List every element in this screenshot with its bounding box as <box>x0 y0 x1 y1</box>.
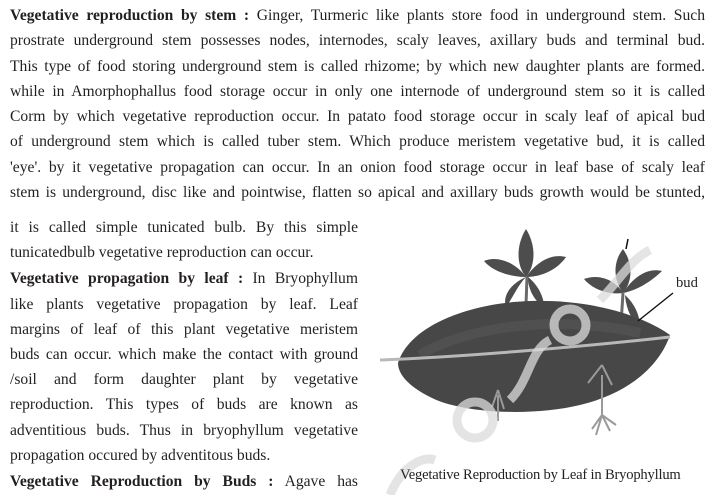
text-line: margins of leaf of this plant vegetative meristem <box>10 320 358 338</box>
text-line: Corm by which vegetative reproduction occur. In patato food storage occur in scaly leaf of apical bud <box>10 108 705 126</box>
stem-section <box>10 3 705 205</box>
section-heading-leaf: Vegetative propagation by leaf : <box>10 270 244 288</box>
top-marker <box>626 239 628 249</box>
bud-label: bud <box>676 275 698 291</box>
text-line: reproduction. This types of buds are known as <box>10 396 358 414</box>
text-line: stem is underground, disc like and pointwise, flatten so apical and axillary buds growth would be stunted, <box>10 184 705 202</box>
text-line: Vegetative reproduction by stem : Ginger, Turmeric like plants store food in underground stem. Such <box>10 7 705 24</box>
bud-pointer-line <box>638 293 673 321</box>
text-line: /soil and form daughter plant by vegetative <box>10 371 358 389</box>
text-line: like plants vegetative propagation by leaf. Leaf <box>10 295 358 313</box>
section-heading-stem: Vegetative reproduction by stem : <box>10 7 250 24</box>
text-line: adventitious buds. Thus in bryophyllum vegetative <box>10 421 358 439</box>
left-column <box>10 215 358 494</box>
bryophyllum-leaf-illustration <box>380 215 714 495</box>
text-line: This type of food storing underground stem is called rhizome; by which new daughter plants are formed. <box>10 57 705 75</box>
plantlet-left <box>484 229 566 307</box>
text-line: prostrate underground stem possesses nodes, internodes, scaly leaves, axillary buds and terminal bud. <box>10 32 705 50</box>
section-heading-buds: Vegetative Reproduction by Buds : <box>10 472 274 490</box>
text-line: 'eye'. by it vegetative propagation can occur. In an onion food storage occur in leaf base of scaly leaf <box>10 158 705 176</box>
text-line: while in Amorphophallus food storage occur in only one internode of underground stem so it is called <box>10 82 705 100</box>
text-line: Vegetative propagation by leaf : In Bryophyllum <box>10 270 358 288</box>
figure-caption: Vegetative Reproduction by Leaf in Bryophyllum <box>400 467 681 483</box>
text-line: it is called simple tunicated bulb. By this simple <box>10 219 358 236</box>
text-line: of underground stem which is called tuber stem. Which produce meristem vegetative bud, it is called <box>10 133 705 151</box>
text-line: Vegetative Reproduction by Buds : Agave has <box>10 472 359 490</box>
text-line: propagation occured by adventitous buds. <box>10 446 271 464</box>
text-line: tunicatedbulb vegetative reproduction can occur. <box>10 244 314 262</box>
text-line: buds can occur. which make the contact with ground <box>10 345 358 363</box>
